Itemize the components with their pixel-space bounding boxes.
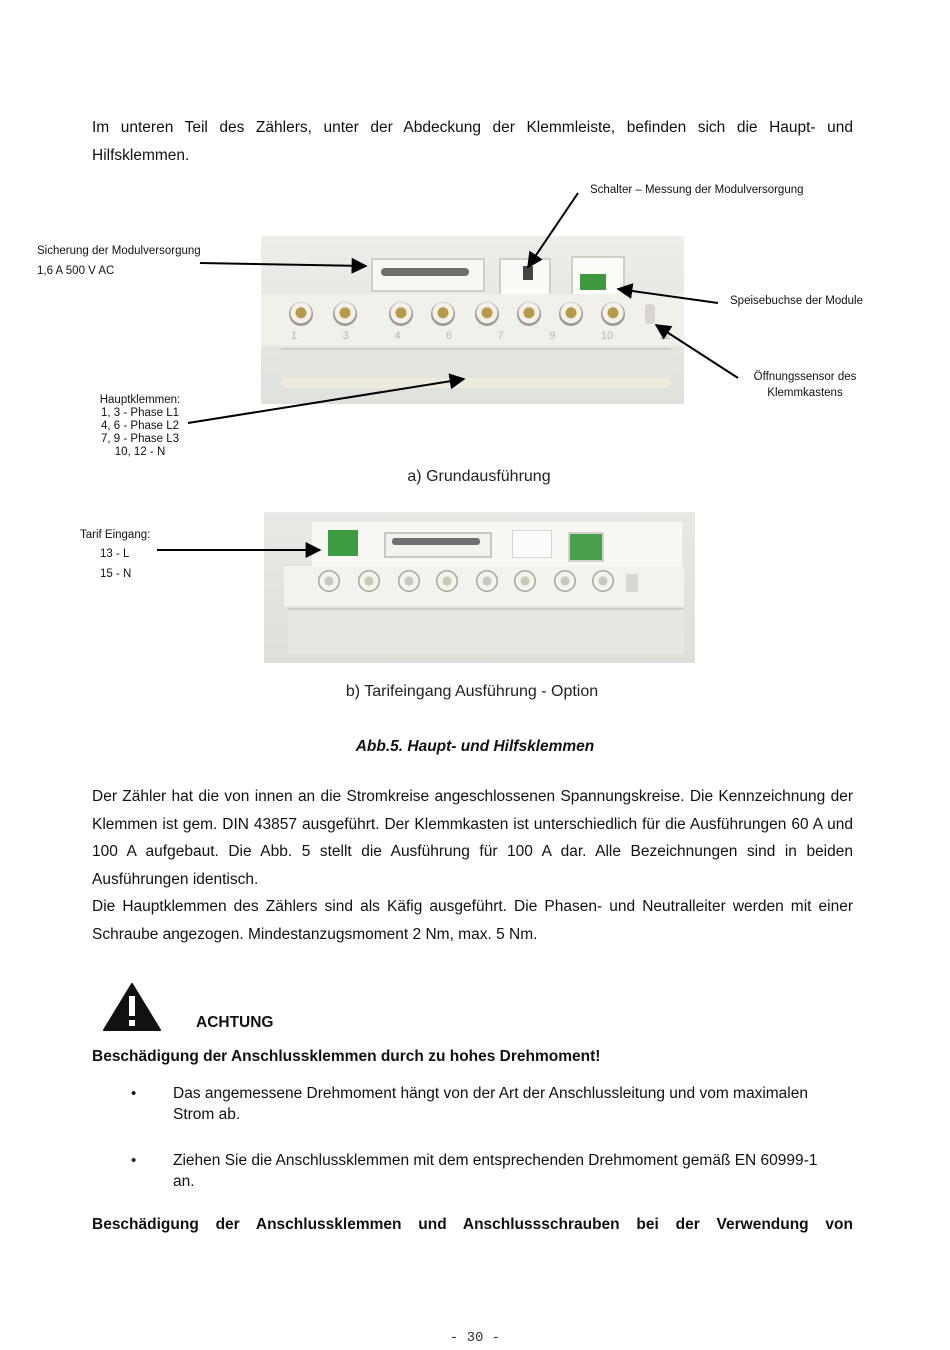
terminal-number: 9 xyxy=(549,330,556,342)
label-tariff-n: 15 - N xyxy=(100,568,132,580)
label-fuse-rating: 1,6 A 500 V AC xyxy=(37,265,115,277)
caption-basic-version: a) Grundausführung xyxy=(407,468,551,485)
terminal-number: 7 xyxy=(497,330,504,342)
label-tariff-input: Tarif Eingang: xyxy=(80,529,151,541)
figure-title: Abb.5. Haupt- und Hilfsklemmen xyxy=(355,738,595,755)
label-fuse: Sicherung der Modulversorgung xyxy=(37,245,201,257)
arrow-switch xyxy=(528,193,578,267)
body-paragraph-2: Die Hauptklemmen des Zählers sind als Käfig ausgeführt. Die Phasen- und Neutralleiter werden mit einer Schraube angezogen. Mindestanzugsmoment 2 Nm, max. 5 Nm. xyxy=(92,898,853,943)
arrow-main-terminals xyxy=(188,379,464,423)
arrow-fuse xyxy=(200,263,366,266)
terminal-number: 1 xyxy=(291,330,298,342)
terminal-number: 6 xyxy=(445,330,453,342)
trailing-heading: Beschädigung der Anschlussklemmen und Anschlussschrauben bei der Verwendung von xyxy=(92,1216,853,1233)
label-switch: Schalter – Messung der Modulversorgung xyxy=(590,184,804,196)
label-opening-sensor: Öffnungssensor des xyxy=(753,371,857,383)
label-main-n: 10, 12 - N xyxy=(114,446,166,458)
label-main-l1: 1, 3 - Phase L1 xyxy=(101,407,179,419)
bullet-icon: • xyxy=(131,1085,137,1102)
label-main-l3: 7, 9 - Phase L3 xyxy=(101,433,179,445)
label-main-l2: 4, 6 - Phase L2 xyxy=(101,420,179,432)
warning-heading: Beschädigung der Anschlussklemmen durch zu hohes Drehmoment! xyxy=(92,1048,601,1065)
warning-bullet-1: Das angemessene Drehmoment hängt von der Art der Anschlussleitung und vom maximalen Strom ab. xyxy=(173,1085,808,1123)
warning-title: ACHTUNG xyxy=(196,1014,274,1031)
terminal-number: 4 xyxy=(394,330,401,342)
label-main-title: Hauptklemmen: xyxy=(99,394,181,406)
arrow-sensor xyxy=(656,325,738,378)
label-opening-sensor-2: Klemmkastens xyxy=(767,387,843,399)
caption-tariff-version: b) Tarifeingang Ausführung - Option xyxy=(345,683,599,700)
terminal-number: 3 xyxy=(342,330,349,342)
intro-paragraph: Im unteren Teil des Zählers, unter der Abdeckung der Klemmleiste, befinden sich die Haupt- und Hilfsklemmen. xyxy=(92,119,853,164)
warning-bullet-2: Ziehen Sie die Anschlussklemmen mit dem entsprechenden Drehmoment gemäß EN 60999-1 an. xyxy=(173,1152,818,1190)
body-paragraph-1: Der Zähler hat die von innen an die Stromkreise angeschlossenen Spannungskreise. Die Kennzeichnung der Klemmen ist gem. DIN 43857 ausgeführt. Der Klemmkasten ist unterschiedlich für die Ausführungen 60 A und 100 A aufgebaut. Die Abb. 5 stellt die Ausführung für 100 A dar. Alle Bezeichnungen sind in beiden Ausführungen identisch. xyxy=(92,788,853,888)
bullet-icon: • xyxy=(131,1152,137,1169)
warning-icon xyxy=(102,982,162,1032)
label-module-socket: Speisebuchse der Module xyxy=(730,295,863,307)
terminal-number: 10 xyxy=(600,330,614,342)
arrow-socket xyxy=(618,289,718,303)
page-number: - 30 - xyxy=(449,1330,501,1346)
label-tariff-l: 13 - L xyxy=(100,548,130,560)
terminal-number: 12 xyxy=(658,330,671,342)
